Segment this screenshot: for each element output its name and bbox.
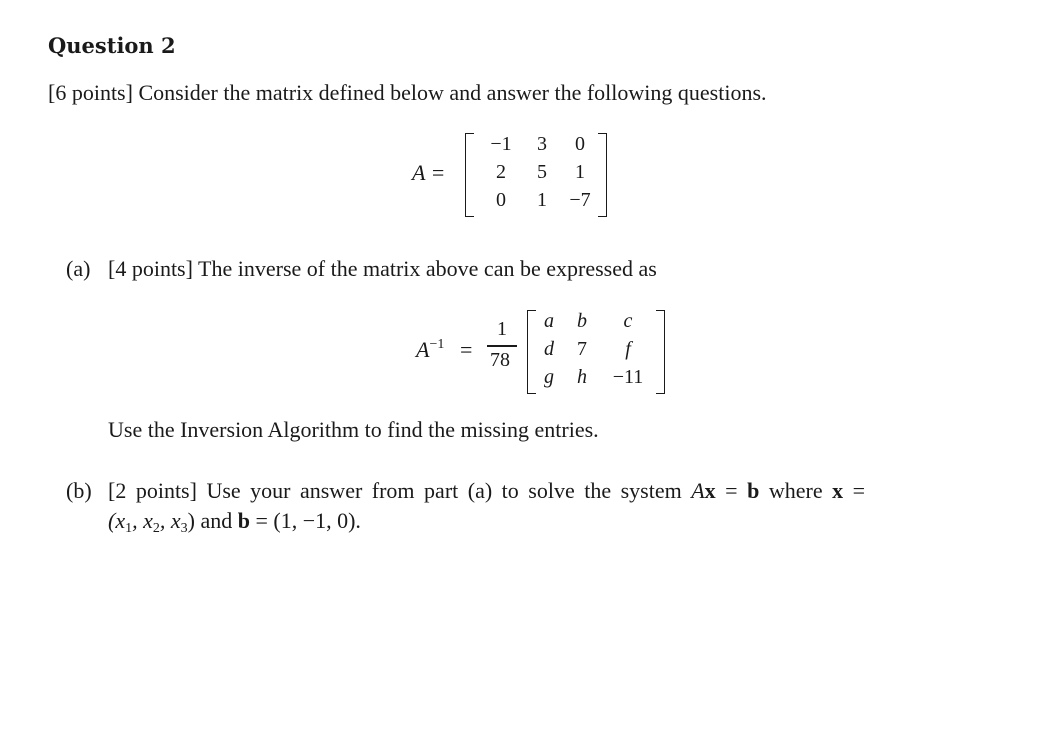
inverse-cell: d	[544, 338, 554, 360]
matrix-a-cell: 0	[575, 133, 585, 155]
inverse-equals: =	[460, 337, 473, 362]
inverse-cell: 7	[577, 338, 587, 360]
fraction-denominator: 78	[490, 349, 510, 371]
part-a-text: [4 points] The inverse of the matrix above can be expressed as	[108, 256, 657, 281]
part-b-marker: (b)	[66, 478, 92, 503]
matrix-a-cell: −7	[569, 189, 591, 211]
matrix-a-cell: 5	[537, 161, 547, 183]
inverse-cell: −11	[612, 366, 644, 388]
where-word: where	[768, 478, 823, 503]
eq-a: A	[691, 478, 705, 503]
inverse-cell: g	[544, 366, 554, 388]
part-b-line-1	[108, 478, 865, 504]
part-b-text: [2 points] Use your answer from part (a) to solve the system	[108, 478, 682, 503]
matrix-a-left-bracket	[465, 133, 474, 217]
matrix-a-cell: 0	[496, 189, 506, 211]
inverse-label: $A^{-1}$	[416, 337, 445, 362]
question-title: Question 2	[48, 33, 176, 58]
eq-equals: =	[725, 478, 738, 503]
fraction-numerator: 1	[497, 318, 507, 340]
inverse-right-bracket	[656, 310, 665, 394]
matrix-a-label: A =	[412, 160, 446, 185]
fraction-bar	[487, 345, 517, 347]
inverse-cell: b	[577, 310, 587, 332]
matrix-a-cell: −1	[490, 133, 512, 155]
part-a-instruction: Use the Inversion Algorithm to find the missing entries.	[108, 417, 599, 442]
b-value: = (1, −1, 0).	[255, 508, 361, 533]
matrix-a-cell: 3	[537, 133, 547, 155]
inverse-cell: h	[577, 366, 587, 388]
inverse-cell: a	[544, 310, 554, 332]
inverse-cell: c	[623, 310, 633, 332]
eq-x: x	[704, 478, 716, 503]
part-a-marker: (a)	[66, 256, 91, 281]
matrix-a-cell: 1	[575, 161, 585, 183]
tuple-x1: (x	[108, 508, 126, 533]
equals-2: =	[852, 478, 866, 503]
b-vector: b	[237, 508, 250, 533]
part-b-line-2: ($x_1$, $x_2$, $x_3$) and b = (1, −1, 0).	[108, 508, 361, 536]
and-word: and	[200, 508, 233, 533]
question-intro: [6 points] Consider the matrix defined below and answer the following questions.	[48, 80, 767, 105]
x-vector: x	[832, 478, 844, 503]
matrix-a-cell: 1	[537, 189, 547, 211]
matrix-a-cell: 2	[496, 161, 506, 183]
eq-b: b	[747, 478, 760, 503]
inverse-cell: f	[625, 338, 631, 360]
